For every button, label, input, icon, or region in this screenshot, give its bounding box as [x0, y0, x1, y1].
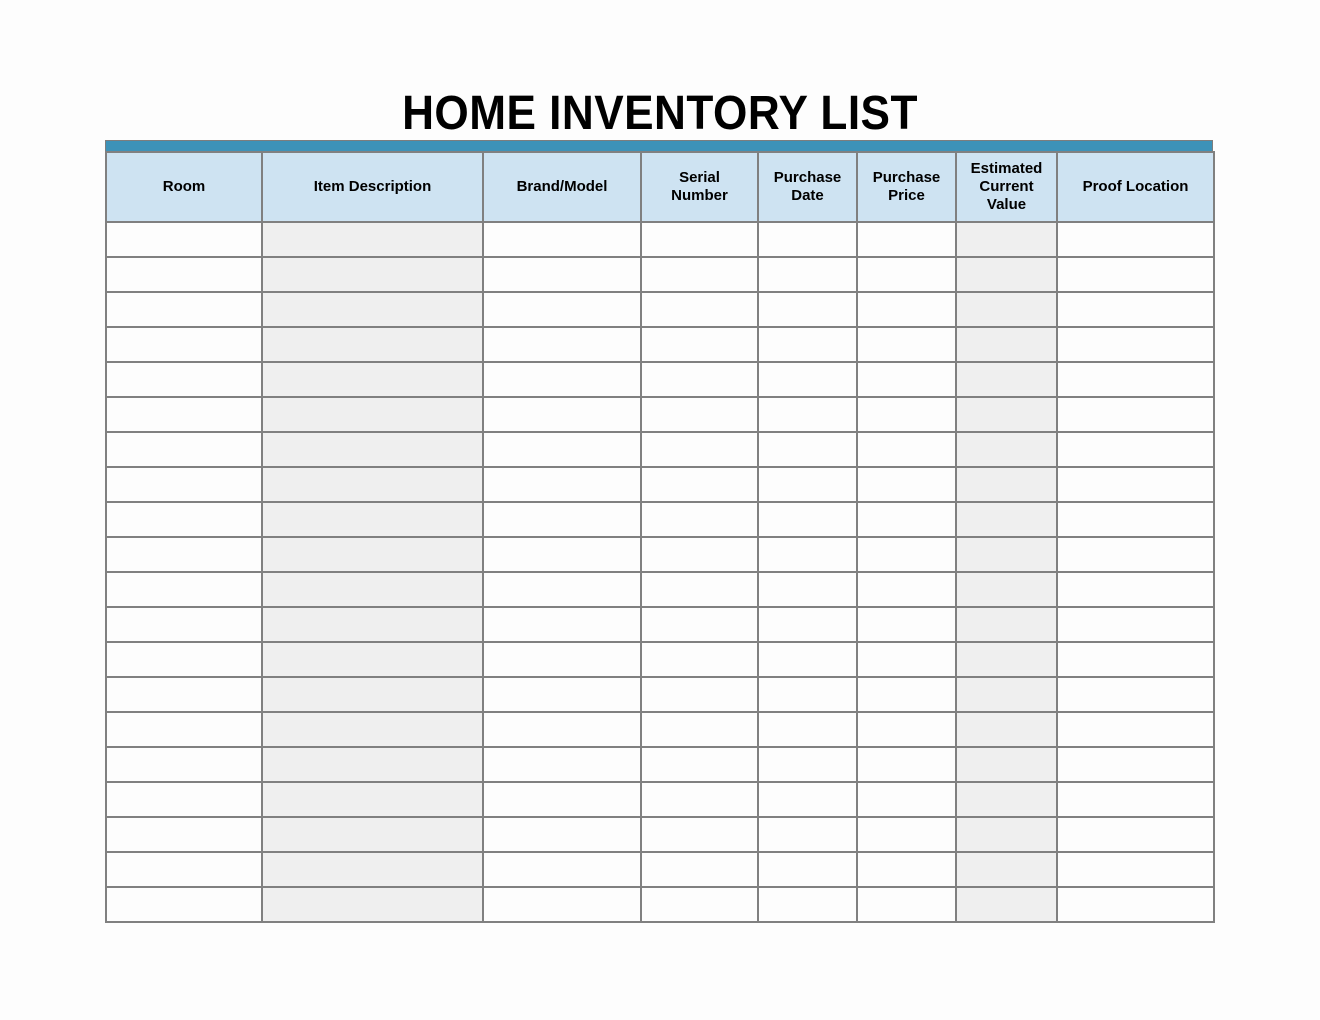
cell-room[interactable]	[106, 677, 262, 712]
cell-proof_location[interactable]	[1057, 712, 1214, 747]
page-title: HOME INVENTORY LIST	[402, 87, 918, 141]
cell-estimated_value[interactable]	[956, 292, 1057, 327]
cell-estimated_value[interactable]	[956, 362, 1057, 397]
cell-purchase_date[interactable]	[758, 782, 857, 817]
cell-room[interactable]	[106, 572, 262, 607]
table-row	[106, 607, 1214, 642]
cell-purchase_price[interactable]	[857, 362, 956, 397]
cell-room[interactable]	[106, 712, 262, 747]
cell-item_description[interactable]	[262, 607, 483, 642]
cell-proof_location[interactable]	[1057, 502, 1214, 537]
cell-brand_model[interactable]	[483, 257, 641, 292]
table-accent-bar	[105, 140, 1213, 151]
cell-proof_location[interactable]	[1057, 362, 1214, 397]
cell-item_description[interactable]	[262, 467, 483, 502]
cell-brand_model[interactable]	[483, 817, 641, 852]
table-row	[106, 292, 1214, 327]
cell-purchase_price[interactable]	[857, 747, 956, 782]
cell-item_description[interactable]	[262, 327, 483, 362]
table-row	[106, 782, 1214, 817]
cell-estimated_value[interactable]	[956, 712, 1057, 747]
cell-serial_number[interactable]	[641, 327, 758, 362]
cell-proof_location[interactable]	[1057, 292, 1214, 327]
cell-serial_number[interactable]	[641, 677, 758, 712]
cell-purchase_date[interactable]	[758, 817, 857, 852]
cell-room[interactable]	[106, 747, 262, 782]
cell-purchase_date[interactable]	[758, 327, 857, 362]
cell-proof_location[interactable]	[1057, 397, 1214, 432]
cell-proof_location[interactable]	[1057, 887, 1214, 922]
table-row	[106, 467, 1214, 502]
cell-serial_number[interactable]	[641, 432, 758, 467]
cell-brand_model[interactable]	[483, 747, 641, 782]
cell-purchase_price[interactable]	[857, 782, 956, 817]
cell-room[interactable]	[106, 292, 262, 327]
cell-estimated_value[interactable]	[956, 397, 1057, 432]
table-row	[106, 397, 1214, 432]
cell-serial_number[interactable]	[641, 362, 758, 397]
cell-serial_number[interactable]	[641, 572, 758, 607]
cell-room[interactable]	[106, 817, 262, 852]
table-row	[106, 502, 1214, 537]
cell-serial_number[interactable]	[641, 747, 758, 782]
cell-estimated_value[interactable]	[956, 677, 1057, 712]
cell-proof_location[interactable]	[1057, 852, 1214, 887]
column-header-serial_number[interactable]: Serial Number	[641, 152, 758, 222]
cell-room[interactable]	[106, 257, 262, 292]
table-row	[106, 747, 1214, 782]
table-header	[106, 152, 1214, 222]
cell-purchase_price[interactable]	[857, 677, 956, 712]
cell-serial_number[interactable]	[641, 502, 758, 537]
cell-estimated_value[interactable]	[956, 782, 1057, 817]
table-row	[106, 537, 1214, 572]
cell-item_description[interactable]	[262, 257, 483, 292]
cell-purchase_date[interactable]	[758, 852, 857, 887]
cell-serial_number[interactable]	[641, 642, 758, 677]
cell-proof_location[interactable]	[1057, 327, 1214, 362]
cell-brand_model[interactable]	[483, 712, 641, 747]
cell-room[interactable]	[106, 537, 262, 572]
cell-brand_model[interactable]	[483, 537, 641, 572]
cell-estimated_value[interactable]	[956, 607, 1057, 642]
cell-purchase_price[interactable]	[857, 432, 956, 467]
cell-brand_model[interactable]	[483, 607, 641, 642]
cell-proof_location[interactable]	[1057, 222, 1214, 257]
table-row	[106, 572, 1214, 607]
cell-brand_model[interactable]	[483, 397, 641, 432]
cell-estimated_value[interactable]	[956, 537, 1057, 572]
cell-proof_location[interactable]	[1057, 642, 1214, 677]
cell-purchase_date[interactable]	[758, 712, 857, 747]
cell-estimated_value[interactable]	[956, 467, 1057, 502]
cell-room[interactable]	[106, 467, 262, 502]
table-row	[106, 677, 1214, 712]
cell-room[interactable]	[106, 852, 262, 887]
cell-proof_location[interactable]	[1057, 467, 1214, 502]
cell-serial_number[interactable]	[641, 537, 758, 572]
cell-purchase_date[interactable]	[758, 222, 857, 257]
cell-estimated_value[interactable]	[956, 572, 1057, 607]
cell-serial_number[interactable]	[641, 467, 758, 502]
cell-brand_model[interactable]	[483, 467, 641, 502]
cell-brand_model[interactable]	[483, 887, 641, 922]
cell-serial_number[interactable]	[641, 397, 758, 432]
cell-estimated_value[interactable]	[956, 852, 1057, 887]
table-row	[106, 432, 1214, 467]
cell-room[interactable]	[106, 607, 262, 642]
cell-serial_number[interactable]	[641, 292, 758, 327]
cell-estimated_value[interactable]	[956, 257, 1057, 292]
cell-item_description[interactable]	[262, 677, 483, 712]
cell-purchase_date[interactable]	[758, 677, 857, 712]
cell-brand_model[interactable]	[483, 327, 641, 362]
cell-item_description[interactable]	[262, 537, 483, 572]
cell-estimated_value[interactable]	[956, 817, 1057, 852]
cell-room[interactable]	[106, 432, 262, 467]
cell-purchase_date[interactable]	[758, 502, 857, 537]
cell-serial_number[interactable]	[641, 712, 758, 747]
cell-item_description[interactable]	[262, 362, 483, 397]
cell-purchase_date[interactable]	[758, 432, 857, 467]
column-header-estimated_value[interactable]: Estimated Current Value	[956, 152, 1057, 222]
cell-brand_model[interactable]	[483, 432, 641, 467]
cell-proof_location[interactable]	[1057, 432, 1214, 467]
table-row	[106, 887, 1214, 922]
cell-estimated_value[interactable]	[956, 327, 1057, 362]
cell-purchase_date[interactable]	[758, 397, 857, 432]
table-row	[106, 817, 1214, 852]
cell-purchase_price[interactable]	[857, 467, 956, 502]
cell-item_description[interactable]	[262, 747, 483, 782]
cell-purchase_price[interactable]	[857, 642, 956, 677]
cell-estimated_value[interactable]	[956, 502, 1057, 537]
cell-purchase_price[interactable]	[857, 852, 956, 887]
cell-item_description[interactable]	[262, 642, 483, 677]
inventory-table-container	[105, 140, 1213, 923]
cell-purchase_date[interactable]	[758, 257, 857, 292]
table-row	[106, 362, 1214, 397]
cell-purchase_date[interactable]	[758, 642, 857, 677]
cell-brand_model[interactable]	[483, 362, 641, 397]
home-inventory-table	[105, 151, 1215, 923]
cell-item_description[interactable]	[262, 887, 483, 922]
column-header-purchase_price[interactable]: Purchase Price	[857, 152, 956, 222]
table-row	[106, 257, 1214, 292]
cell-purchase_price[interactable]	[857, 257, 956, 292]
cell-brand_model[interactable]	[483, 642, 641, 677]
cell-brand_model[interactable]	[483, 677, 641, 712]
cell-item_description[interactable]	[262, 397, 483, 432]
cell-room[interactable]	[106, 327, 262, 362]
cell-purchase_date[interactable]	[758, 747, 857, 782]
column-header-proof_location[interactable]: Proof Location	[1057, 152, 1214, 222]
cell-serial_number[interactable]	[641, 607, 758, 642]
cell-serial_number[interactable]	[641, 782, 758, 817]
table-row	[106, 222, 1214, 257]
cell-room[interactable]	[106, 362, 262, 397]
cell-estimated_value[interactable]	[956, 432, 1057, 467]
cell-serial_number[interactable]	[641, 852, 758, 887]
cell-room[interactable]	[106, 642, 262, 677]
cell-item_description[interactable]	[262, 782, 483, 817]
cell-item_description[interactable]	[262, 817, 483, 852]
cell-purchase_date[interactable]	[758, 572, 857, 607]
cell-brand_model[interactable]	[483, 502, 641, 537]
cell-purchase_price[interactable]	[857, 887, 956, 922]
cell-purchase_date[interactable]	[758, 467, 857, 502]
cell-proof_location[interactable]	[1057, 537, 1214, 572]
cell-purchase_date[interactable]	[758, 887, 857, 922]
cell-brand_model[interactable]	[483, 782, 641, 817]
cell-purchase_price[interactable]	[857, 537, 956, 572]
cell-purchase_price[interactable]	[857, 222, 956, 257]
cell-purchase_date[interactable]	[758, 362, 857, 397]
cell-proof_location[interactable]	[1057, 607, 1214, 642]
cell-room[interactable]	[106, 782, 262, 817]
cell-purchase_price[interactable]	[857, 607, 956, 642]
cell-item_description[interactable]	[262, 292, 483, 327]
cell-item_description[interactable]	[262, 572, 483, 607]
column-header-room[interactable]: Room	[106, 152, 262, 222]
table-header-row	[106, 152, 1214, 222]
cell-estimated_value[interactable]	[956, 642, 1057, 677]
cell-room[interactable]	[106, 887, 262, 922]
cell-purchase_price[interactable]	[857, 502, 956, 537]
cell-purchase_price[interactable]	[857, 712, 956, 747]
cell-purchase_price[interactable]	[857, 327, 956, 362]
cell-serial_number[interactable]	[641, 887, 758, 922]
table-body	[106, 222, 1214, 922]
table-row	[106, 642, 1214, 677]
cell-serial_number[interactable]	[641, 222, 758, 257]
cell-room[interactable]	[106, 222, 262, 257]
cell-purchase_price[interactable]	[857, 817, 956, 852]
cell-room[interactable]	[106, 502, 262, 537]
cell-item_description[interactable]	[262, 712, 483, 747]
cell-estimated_value[interactable]	[956, 747, 1057, 782]
cell-proof_location[interactable]	[1057, 817, 1214, 852]
column-header-brand_model[interactable]: Brand/Model	[483, 152, 641, 222]
table-row	[106, 852, 1214, 887]
cell-purchase_date[interactable]	[758, 537, 857, 572]
cell-purchase_date[interactable]	[758, 607, 857, 642]
cell-serial_number[interactable]	[641, 257, 758, 292]
cell-proof_location[interactable]	[1057, 677, 1214, 712]
cell-purchase_price[interactable]	[857, 397, 956, 432]
cell-serial_number[interactable]	[641, 817, 758, 852]
cell-brand_model[interactable]	[483, 572, 641, 607]
cell-purchase_price[interactable]	[857, 572, 956, 607]
cell-item_description[interactable]	[262, 852, 483, 887]
table-row	[106, 712, 1214, 747]
cell-estimated_value[interactable]	[956, 887, 1057, 922]
cell-purchase_date[interactable]	[758, 292, 857, 327]
cell-proof_location[interactable]	[1057, 747, 1214, 782]
cell-proof_location[interactable]	[1057, 782, 1214, 817]
cell-proof_location[interactable]	[1057, 572, 1214, 607]
cell-brand_model[interactable]	[483, 222, 641, 257]
column-header-item_description[interactable]: Item Description	[262, 152, 483, 222]
cell-proof_location[interactable]	[1057, 257, 1214, 292]
cell-brand_model[interactable]	[483, 292, 641, 327]
cell-purchase_price[interactable]	[857, 292, 956, 327]
table-row	[106, 327, 1214, 362]
cell-item_description[interactable]	[262, 502, 483, 537]
cell-room[interactable]	[106, 397, 262, 432]
cell-brand_model[interactable]	[483, 852, 641, 887]
cell-estimated_value[interactable]	[956, 222, 1057, 257]
cell-item_description[interactable]	[262, 432, 483, 467]
cell-item_description[interactable]	[262, 222, 483, 257]
column-header-purchase_date[interactable]: Purchase Date	[758, 152, 857, 222]
